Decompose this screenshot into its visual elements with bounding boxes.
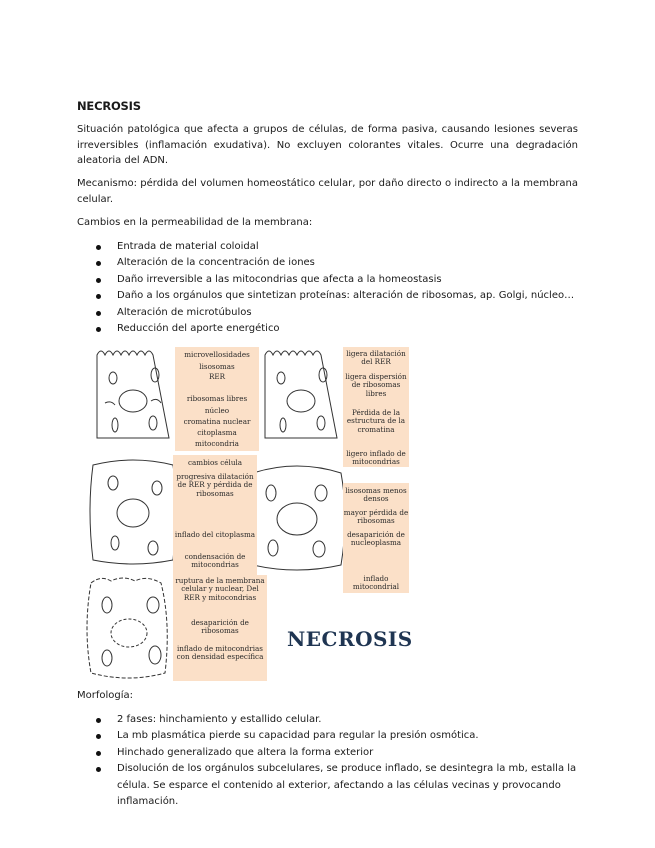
list-item: Disolución de los orgánulos subcelulares, se produce inflado, se desintegra la mb, estalla la célula. Se esparce el contenido al exterior, afectando a las células vecinas y provocando inflamación. <box>77 761 597 810</box>
list-item: La mb plasmática pierde su capacidad para regular la presión osmótica. <box>77 728 597 744</box>
label-box-stage4: lisosomas menos densos mayor pérdida de ribosomas desaparición de nucleoplasma inflado mitocondrial <box>343 483 409 593</box>
figure-caption: NECROSIS <box>287 627 413 651</box>
bullet-icon <box>96 311 101 316</box>
bullet-icon <box>96 734 101 739</box>
list-item: Entrada de material coloidal <box>77 239 597 255</box>
label-box-stage2: ligera dilatación del RER ligera dispersión de ribosomas libres Pérdida de la estructura de la cromatina ligero inflado de mitocondrias <box>343 347 409 467</box>
bullet-icon <box>96 278 101 283</box>
bullet-icon <box>96 261 101 266</box>
label-box-stage5: ruptura de la membrana celular y nuclear, Del RER y mitocondrias desaparición de ribosomas inflado de mitocondrias con densidad específica <box>173 575 267 681</box>
list-item: 2 fases: hinchamiento y estallido celular. <box>77 712 597 728</box>
bullet-icon <box>96 327 101 332</box>
cell-drawing-stage3 <box>90 460 176 564</box>
bullet-icon <box>96 767 101 772</box>
cell-drawing-stage2 <box>265 351 337 438</box>
permeability-list <box>77 239 597 337</box>
label-box-stage3: cambios célula progresiva dilatación de RER y pérdida de ribosomas inflado del citoplasma condensación de mitocondrias <box>173 455 257 575</box>
list-item: Daño a los orgánulos que sintetizan proteínas: alteración de ribosomas, ap. Golgi, núcleo… <box>77 288 597 304</box>
permeability-heading: Cambios en la permeabilidad de la membrana: <box>77 217 313 228</box>
bullet-icon <box>96 751 101 756</box>
list-item: Alteración de microtúbulos <box>77 305 597 321</box>
morphology-list <box>77 712 597 810</box>
label-box-normal: microvellosidades lisosomas RER ribosomas libres núcleo cromatina nuclear citoplasma mitocondria <box>175 347 259 451</box>
cell-drawing-stage5 <box>87 578 167 678</box>
list-item: Reducción del aporte energético <box>77 321 597 337</box>
list-item: Alteración de la concentración de iones <box>77 255 597 271</box>
bullet-icon <box>96 718 101 723</box>
bullet-icon <box>96 294 101 299</box>
list-item: Daño irreversible a las mitocondrias que afecta a la homeostasis <box>77 272 597 288</box>
mechanism-paragraph: Mecanismo: pérdida del volumen homeostático celular, por daño directo o indirecto a la membrana celular. <box>77 178 578 205</box>
document-title: NECROSIS <box>77 99 141 113</box>
definition-paragraph: Situación patológica que afecta a grupos de células, de forma pasiva, causando lesiones severas irreversibles (inflamación exudativa). No excluyen colorantes vitales. Ocurre una degradación aleatoria del ADN. <box>77 124 578 166</box>
bullet-icon <box>96 245 101 250</box>
cell-drawing-stage4 <box>249 466 345 570</box>
list-item: Hinchado generalizado que altera la forma exterior <box>77 745 597 761</box>
morphology-heading: Morfología: <box>77 690 134 701</box>
cell-drawing-normal <box>97 351 169 438</box>
